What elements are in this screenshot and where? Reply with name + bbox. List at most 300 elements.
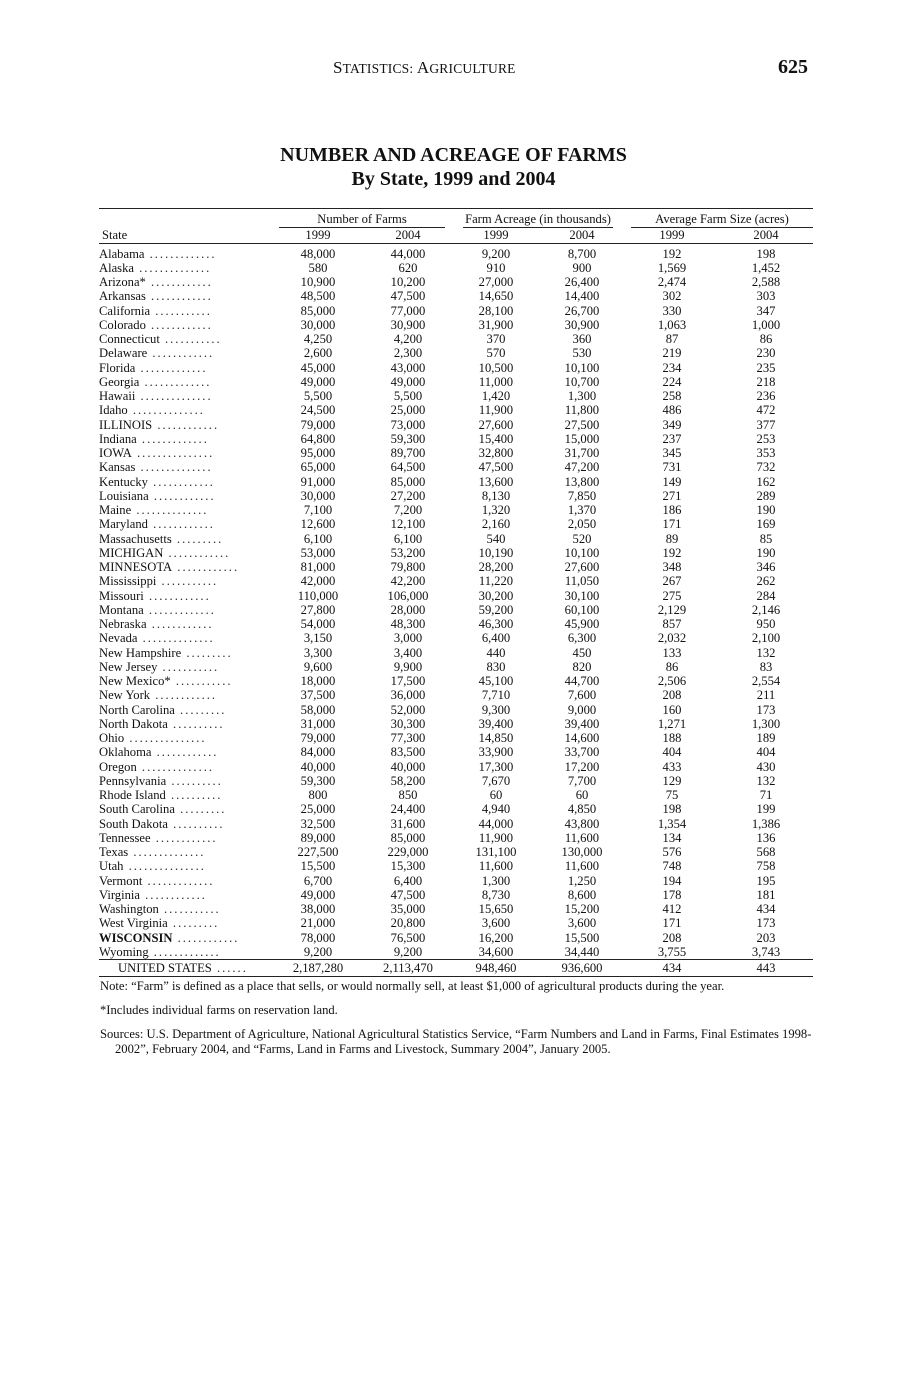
value-cell: 43,800 <box>564 816 600 831</box>
state-name: Florida <box>99 360 136 375</box>
value-cell: 132 <box>756 773 776 788</box>
table-row <box>99 546 813 560</box>
table-row <box>99 446 813 460</box>
state-cell: Kentucky ............ <box>99 474 215 489</box>
value-cell: 289 <box>756 488 776 503</box>
group-header-acreage: Farm Acreage (in thousands) <box>453 210 625 228</box>
value-cell: 162 <box>756 474 776 489</box>
value-cell: 198 <box>756 246 776 261</box>
value-cell: 14,850 <box>478 731 514 745</box>
value-cell: 430 <box>756 759 776 774</box>
value-cell: 1,569 <box>657 260 687 275</box>
value-cell: 253 <box>756 431 776 446</box>
value-cell: 5,500 <box>303 389 333 403</box>
value-cell: 27,800 <box>300 602 336 617</box>
value-cell: 81,000 <box>300 560 336 574</box>
value-cell: 30,900 <box>564 317 600 332</box>
table-row <box>99 688 813 702</box>
value-cell: 85,000 <box>390 830 426 845</box>
year-header-row <box>99 228 813 243</box>
value-cell: 17,200 <box>564 759 600 774</box>
value-cell: 203 <box>756 930 776 945</box>
year-header: 2004 <box>539 228 625 243</box>
value-cell: 271 <box>662 488 682 503</box>
state-cell: Missouri ............ <box>99 588 211 603</box>
value-cell: 2,146 <box>751 602 781 617</box>
value-cell: 2,588 <box>751 275 781 289</box>
value-cell: 194 <box>662 873 682 888</box>
value-cell: 28,200 <box>478 560 514 574</box>
value-cell: 65,000 <box>300 460 336 475</box>
state-name: Georgia <box>99 374 140 389</box>
value-cell: 6,400 <box>481 631 511 646</box>
table-row <box>99 845 813 859</box>
state-name: Texas <box>99 845 129 859</box>
value-cell: 850 <box>398 788 418 802</box>
value-cell: 486 <box>662 403 682 418</box>
state-name: Pennsylvania <box>99 773 167 788</box>
table-body <box>99 243 813 960</box>
value-cell: 11,600 <box>564 830 600 845</box>
state-name: Connecticut <box>99 332 160 346</box>
state-name: Kansas <box>99 460 136 475</box>
table-row <box>99 703 813 717</box>
value-cell: 7,850 <box>567 488 597 503</box>
table-row <box>99 760 813 774</box>
value-cell: 404 <box>756 745 776 760</box>
total-cell: 2,187,280 <box>273 960 363 977</box>
state-name: Nebraska <box>99 617 147 631</box>
value-cell: 302 <box>662 289 682 304</box>
value-cell: 6,100 <box>303 531 333 546</box>
value-cell: 433 <box>662 759 682 774</box>
value-cell: 620 <box>398 260 418 275</box>
value-cell: 348 <box>662 560 682 574</box>
state-cell: New Hampshire ......... <box>99 645 233 660</box>
value-cell: 192 <box>662 545 682 560</box>
value-cell: 227,500 <box>297 845 339 859</box>
page-number: 625 <box>778 56 808 78</box>
value-cell: 2,600 <box>303 346 333 361</box>
value-cell: 1,300 <box>481 873 511 888</box>
state-name: California <box>99 303 151 318</box>
value-cell: 59,300 <box>300 773 336 788</box>
value-cell: 5,500 <box>393 389 423 403</box>
value-cell: 748 <box>662 859 682 874</box>
table-row <box>99 332 813 346</box>
definition-note: Note: “Farm” is defined as a place that sells, or would normally sell, at least $1,000 of agricultural products during the year. <box>100 979 725 993</box>
value-cell: 31,700 <box>564 446 600 460</box>
value-cell: 15,200 <box>564 902 600 916</box>
table-row <box>99 945 813 960</box>
state-name: Washington <box>99 902 159 916</box>
value-cell: 26,400 <box>564 275 600 289</box>
value-cell: 224 <box>662 374 682 389</box>
state-cell: Arizona* ............ <box>99 275 213 289</box>
table-row <box>99 817 813 831</box>
value-cell: 235 <box>756 360 776 375</box>
value-cell: 199 <box>756 802 776 817</box>
value-cell: 27,500 <box>564 417 600 432</box>
table-title-line2: By State, 1999 and 2004 <box>351 168 556 190</box>
state-name: Alaska <box>99 260 134 275</box>
value-cell: 24,400 <box>390 802 426 817</box>
value-cell: 15,000 <box>564 431 600 446</box>
value-cell: 440 <box>486 645 506 660</box>
value-cell: 10,200 <box>390 275 426 289</box>
value-cell: 78,000 <box>300 930 336 945</box>
value-cell: 13,800 <box>564 474 600 489</box>
value-cell: 15,650 <box>478 902 514 916</box>
value-cell: 49,000 <box>300 374 336 389</box>
section-title-text: STATISTICS: AGRICULTURE <box>333 58 516 77</box>
state-cell: New Jersey ........... <box>99 659 220 674</box>
value-cell: 520 <box>572 531 592 546</box>
value-cell: 49,000 <box>390 374 426 389</box>
value-cell: 189 <box>756 731 776 745</box>
value-cell: 758 <box>756 859 776 874</box>
value-cell: 14,650 <box>478 289 514 304</box>
table-row <box>99 916 813 930</box>
value-cell: 36,000 <box>390 688 426 703</box>
value-cell: 129 <box>662 773 682 788</box>
value-cell: 1,063 <box>657 317 687 332</box>
state-name: North Dakota <box>99 716 168 731</box>
state-cell: Delaware ............ <box>99 346 215 361</box>
value-cell: 9,200 <box>393 944 423 959</box>
state-name: Missouri <box>99 588 144 603</box>
group-header-number: Number of Farms <box>273 210 453 228</box>
value-cell: 39,400 <box>478 716 514 731</box>
state-cell: Nevada .............. <box>99 631 215 646</box>
value-cell: 3,600 <box>481 916 511 931</box>
state-name: Ohio <box>99 731 125 745</box>
value-cell: 404 <box>662 745 682 760</box>
state-name: Arkansas <box>99 289 146 304</box>
value-cell: 910 <box>486 260 506 275</box>
year-header: 1999 <box>273 228 363 243</box>
value-cell: 33,700 <box>564 745 600 760</box>
value-cell: 60 <box>489 788 503 802</box>
value-cell: 11,000 <box>478 374 514 389</box>
state-cell: Colorado ............ <box>99 317 213 332</box>
value-cell: 25,000 <box>390 403 426 418</box>
value-cell: 345 <box>662 446 682 460</box>
value-cell: 434 <box>756 902 776 916</box>
state-cell: New Mexico* ........... <box>99 674 233 688</box>
value-cell: 48,000 <box>300 246 336 261</box>
value-cell: 11,900 <box>478 830 514 845</box>
table-title <box>0 143 907 191</box>
value-cell: 9,600 <box>303 659 333 674</box>
value-cell: 59,300 <box>390 431 426 446</box>
value-cell: 30,100 <box>564 588 600 603</box>
value-cell: 75 <box>665 788 679 802</box>
value-cell: 110,000 <box>297 588 339 603</box>
state-name: New Mexico* <box>99 674 171 688</box>
value-cell: 3,300 <box>303 645 333 660</box>
value-cell: 1,271 <box>657 716 687 731</box>
value-cell: 27,600 <box>478 417 514 432</box>
state-cell: California ........... <box>99 303 212 318</box>
table-notes <box>100 979 812 1066</box>
value-cell: 900 <box>572 260 592 275</box>
state-cell: New York ............ <box>99 688 218 703</box>
value-cell: 15,500 <box>300 859 336 874</box>
table-row <box>99 859 813 873</box>
value-cell: 230 <box>756 346 776 361</box>
value-cell: 60,100 <box>564 602 600 617</box>
value-cell: 85,000 <box>390 474 426 489</box>
value-cell: 31,000 <box>300 716 336 731</box>
value-cell: 10,700 <box>564 374 600 389</box>
table-row <box>99 674 813 688</box>
value-cell: 27,000 <box>478 275 514 289</box>
value-cell: 7,670 <box>481 773 511 788</box>
value-cell: 40,000 <box>300 759 336 774</box>
value-cell: 149 <box>662 474 682 489</box>
value-cell: 35,000 <box>390 902 426 916</box>
state-cell: Louisiana ............ <box>99 488 216 503</box>
value-cell: 30,200 <box>478 588 514 603</box>
value-cell: 9,200 <box>481 246 511 261</box>
value-cell: 2,554 <box>751 674 781 688</box>
table-row <box>99 318 813 332</box>
value-cell: 15,400 <box>478 431 514 446</box>
state-name: Wyoming <box>99 944 149 959</box>
state-name: Maryland <box>99 517 148 532</box>
value-cell: 237 <box>662 431 682 446</box>
value-cell: 85 <box>759 531 773 546</box>
value-cell: 303 <box>756 289 776 304</box>
table-row <box>99 489 813 503</box>
state-cell: South Dakota .......... <box>99 816 225 831</box>
value-cell: 1,452 <box>751 260 781 275</box>
value-cell: 34,440 <box>564 944 600 959</box>
section-title <box>333 58 516 78</box>
value-cell: 4,200 <box>393 332 423 346</box>
value-cell: 52,000 <box>390 702 426 717</box>
value-cell: 1,000 <box>751 317 781 332</box>
state-name: Montana <box>99 602 144 617</box>
value-cell: 2,129 <box>657 602 687 617</box>
value-cell: 360 <box>572 332 592 346</box>
value-cell: 7,200 <box>393 503 423 517</box>
value-cell: 21,000 <box>300 916 336 931</box>
value-cell: 91,000 <box>300 474 336 489</box>
state-cell: ILLINOIS ............ <box>99 417 220 432</box>
value-cell: 178 <box>662 887 682 902</box>
state-name: Vermont <box>99 873 143 888</box>
value-cell: 1,370 <box>567 503 597 517</box>
value-cell: 171 <box>662 916 682 931</box>
value-cell: 195 <box>756 873 776 888</box>
state-name: Delaware <box>99 346 148 361</box>
state-cell: Pennsylvania .......... <box>99 773 223 788</box>
table-row <box>99 346 813 360</box>
table-row <box>99 432 813 446</box>
value-cell: 173 <box>756 916 776 931</box>
value-cell: 38,000 <box>300 902 336 916</box>
value-cell: 31,900 <box>478 317 514 332</box>
state-name: Alabama <box>99 246 145 261</box>
value-cell: 85,000 <box>300 303 336 318</box>
state-name: Idaho <box>99 403 128 418</box>
value-cell: 4,940 <box>481 802 511 817</box>
value-cell: 53,200 <box>390 545 426 560</box>
state-name: Indiana <box>99 431 137 446</box>
state-name: New Hampshire <box>99 645 182 660</box>
value-cell: 17,300 <box>478 759 514 774</box>
state-cell: South Carolina ......... <box>99 802 227 817</box>
value-cell: 236 <box>756 389 776 403</box>
value-cell: 46,300 <box>478 617 514 631</box>
value-cell: 1,386 <box>751 816 781 831</box>
value-cell: 30,900 <box>390 317 426 332</box>
value-cell: 60 <box>575 788 589 802</box>
state-name: Maine <box>99 503 132 517</box>
value-cell: 11,050 <box>564 574 600 589</box>
state-cell: Idaho .............. <box>99 403 205 418</box>
state-cell: IOWA ............... <box>99 446 215 460</box>
value-cell: 42,200 <box>390 574 426 589</box>
state-name: Mississippi <box>99 574 157 589</box>
value-cell: 87 <box>665 332 679 346</box>
value-cell: 190 <box>756 503 776 517</box>
value-cell: 131,100 <box>475 845 517 859</box>
state-cell: WISCONSIN ............ <box>99 930 240 945</box>
value-cell: 47,500 <box>478 460 514 475</box>
value-cell: 73,000 <box>390 417 426 432</box>
value-cell: 2,506 <box>657 674 687 688</box>
table-title-line1: NUMBER AND ACREAGE OF FARMS <box>280 144 627 166</box>
total-cell: 443 <box>719 960 813 977</box>
value-cell: 11,800 <box>564 403 600 418</box>
state-cell: Arkansas ............ <box>99 289 213 304</box>
table-row <box>99 304 813 318</box>
value-cell: 229,000 <box>387 845 429 859</box>
value-cell: 7,600 <box>567 688 597 703</box>
value-cell: 79,000 <box>300 731 336 745</box>
state-name: Hawaii <box>99 389 136 403</box>
value-cell: 540 <box>486 531 506 546</box>
value-cell: 160 <box>662 702 682 717</box>
value-cell: 49,000 <box>300 887 336 902</box>
table-row <box>99 403 813 417</box>
value-cell: 10,190 <box>478 545 514 560</box>
value-cell: 6,300 <box>567 631 597 646</box>
value-cell: 11,220 <box>478 574 514 589</box>
value-cell: 6,100 <box>393 531 423 546</box>
value-cell: 79,000 <box>300 417 336 432</box>
value-cell: 48,500 <box>300 289 336 304</box>
state-name: Oklahoma <box>99 745 152 760</box>
state-cell: Virginia ............ <box>99 887 207 902</box>
state-cell: Georgia ............. <box>99 374 212 389</box>
value-cell: 83,500 <box>390 745 426 760</box>
value-cell: 71 <box>759 788 773 802</box>
value-cell: 169 <box>756 517 776 532</box>
value-cell: 570 <box>486 346 506 361</box>
state-cell: Washington ........... <box>99 902 221 916</box>
value-cell: 86 <box>759 332 773 346</box>
total-cell: 936,600 <box>539 960 625 977</box>
value-cell: 377 <box>756 417 776 432</box>
value-cell: 32,500 <box>300 816 336 831</box>
value-cell: 3,600 <box>567 916 597 931</box>
table-row <box>99 574 813 588</box>
table-row <box>99 243 813 261</box>
value-cell: 731 <box>662 460 682 475</box>
value-cell: 1,420 <box>481 389 511 403</box>
total-row <box>99 960 813 977</box>
value-cell: 208 <box>662 688 682 703</box>
table-row <box>99 261 813 275</box>
table-row <box>99 460 813 474</box>
state-cell: Hawaii .............. <box>99 389 213 403</box>
value-cell: 28,000 <box>390 602 426 617</box>
value-cell: 8,600 <box>567 887 597 902</box>
value-cell: 32,800 <box>478 446 514 460</box>
value-cell: 83 <box>759 659 773 674</box>
state-cell: Oregon .............. <box>99 759 215 774</box>
value-cell: 89 <box>665 531 679 546</box>
value-cell: 44,000 <box>390 246 426 261</box>
value-cell: 27,600 <box>564 560 600 574</box>
table-row <box>99 631 813 645</box>
value-cell: 14,400 <box>564 289 600 304</box>
year-header: 1999 <box>453 228 539 243</box>
state-cell: Alabama ............. <box>99 246 217 261</box>
state-cell: Vermont ............. <box>99 873 215 888</box>
group-header-row <box>99 210 813 228</box>
state-name: Kentucky <box>99 474 148 489</box>
table-row <box>99 603 813 617</box>
value-cell: 4,250 <box>303 332 333 346</box>
table-row <box>99 617 813 631</box>
state-name: MICHIGAN <box>99 545 164 560</box>
value-cell: 7,100 <box>303 503 333 517</box>
value-cell: 10,900 <box>300 275 336 289</box>
state-cell: West Virginia ......... <box>99 916 220 931</box>
value-cell: 2,100 <box>751 631 781 646</box>
value-cell: 12,100 <box>390 517 426 532</box>
total-cell: 434 <box>625 960 719 977</box>
value-cell: 84,000 <box>300 745 336 760</box>
state-name: Oregon <box>99 759 137 774</box>
state-name: Nevada <box>99 631 138 646</box>
state-cell: Kansas .............. <box>99 460 213 475</box>
value-cell: 28,100 <box>478 303 514 318</box>
value-cell: 47,500 <box>390 887 426 902</box>
table-row <box>99 589 813 603</box>
value-cell: 4,850 <box>567 802 597 817</box>
value-cell: 211 <box>756 688 776 703</box>
state-cell: North Dakota .......... <box>99 716 225 731</box>
value-cell: 171 <box>662 517 682 532</box>
value-cell: 33,900 <box>478 745 514 760</box>
value-cell: 275 <box>662 588 682 603</box>
value-cell: 136 <box>756 830 776 845</box>
state-cell: Wyoming ............. <box>99 944 221 959</box>
value-cell: 349 <box>662 417 682 432</box>
year-header: 2004 <box>363 228 453 243</box>
state-cell: Alaska .............. <box>99 260 212 275</box>
state-name: Utah <box>99 859 124 874</box>
state-cell: Mississippi ........... <box>99 574 219 589</box>
table-row <box>99 774 813 788</box>
year-header: 1999 <box>625 228 719 243</box>
